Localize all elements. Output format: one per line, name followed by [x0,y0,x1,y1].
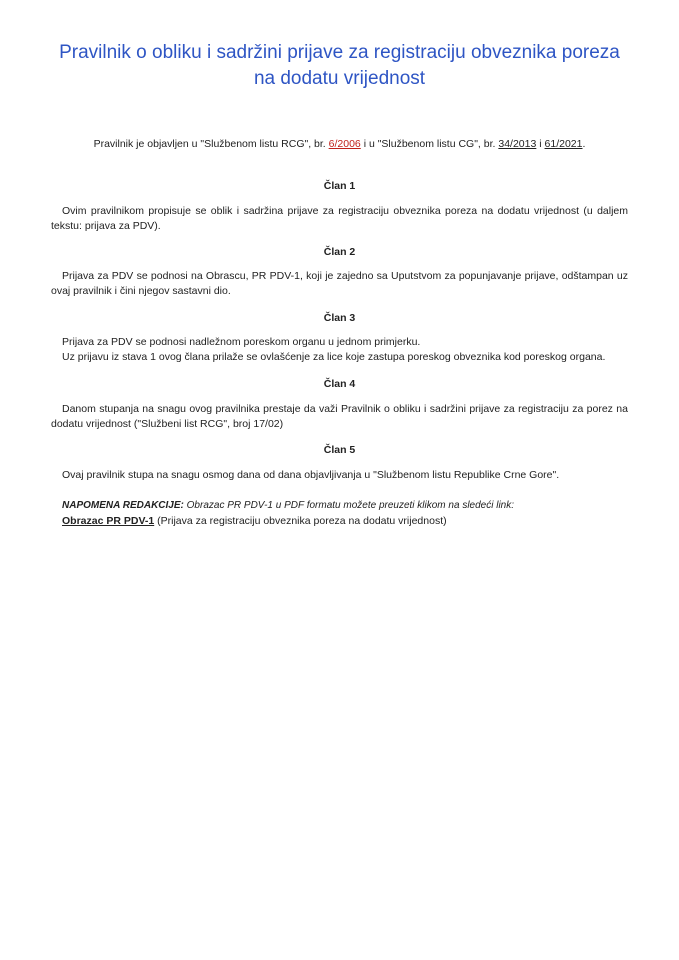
article-2-heading: Član 2 [323,246,356,258]
article-5-body [51,468,628,483]
publication-separator: i [539,138,542,150]
editorial-note-text: Obrazac PR PDV-1 u PDF formatu možete preuzeti klikom na sledeći link: [186,500,515,511]
publication-end: . [582,138,586,150]
article-2-paragraph-1: Prijava za PDV se podnosi na Obrascu, PR PDV-1, koji je zajedno sa Uputstvom za popunjavanje prijave, odštampan uz ovaj pravilnik i čini njegov sastavni dio. [51,270,628,297]
article-1-body [51,204,628,234]
form-pr-pdv-1-link[interactable]: Obrazac PR PDV-1 [62,515,155,527]
publication-prefix: Pravilnik je objavljen u "Službenom listu RCG", br. [93,138,326,150]
form-download-line [62,515,447,527]
title-line-1: Pravilnik o obliku i sadržini prijave za registraciju obveznika poreza [59,42,620,63]
gazette-link-2006[interactable]: 6/2006 [328,138,361,150]
title-line-2: na dodatu vrijednost [253,68,426,89]
document-title [0,40,679,92]
article-3-heading: Član 3 [323,312,356,324]
editorial-note [62,500,514,511]
article-5-heading: Član 5 [323,444,356,456]
article-5-paragraph-1: Ovaj pravilnik stupa na snagu osmog dana od dana objavljivanja u "Službenom listu Republike Crne Gore". [62,469,560,481]
article-4-paragraph-1: Danom stupanja na snagu ovog pravilnika prestaje da važi Pravilnik o obliku i sadržini prijave za registraciju za porez na dodatu vrijednost ("Službeni list RCG", broj 17/02) [51,403,628,430]
article-3-body [51,335,628,365]
article-2-body [51,269,628,299]
article-1-paragraph-1: Ovim pravilnikom propisuje se oblik i sadržina prijave za registraciju obveznika poreza na dodatu vrijednost (u daljem tekstu: prijava za PDV). [51,205,628,232]
publication-info [0,138,679,150]
article-4-body [51,402,628,432]
article-4-heading: Član 4 [323,378,356,390]
article-3-paragraph-2: Uz prijavu iz stava 1 ovog člana prilaže se ovlašćenje za lice koje zastupa poreskog obveznika kod poreskog organa. [62,351,606,363]
form-description: (Prijava za registraciju obveznika poreza na dodatu vrijednost) [157,515,447,527]
publication-middle: i u "Službenom listu CG", br. [363,138,496,150]
gazette-link-2013[interactable]: 34/2013 [498,138,537,150]
article-1-heading: Član 1 [323,180,356,192]
article-3-paragraph-1: Prijava za PDV se podnosi nadležnom poreskom organu u jednom primjerku. [62,336,421,348]
editorial-note-label: NAPOMENA REDAKCIJE: [62,500,184,511]
gazette-link-2021[interactable]: 61/2021 [544,138,583,150]
